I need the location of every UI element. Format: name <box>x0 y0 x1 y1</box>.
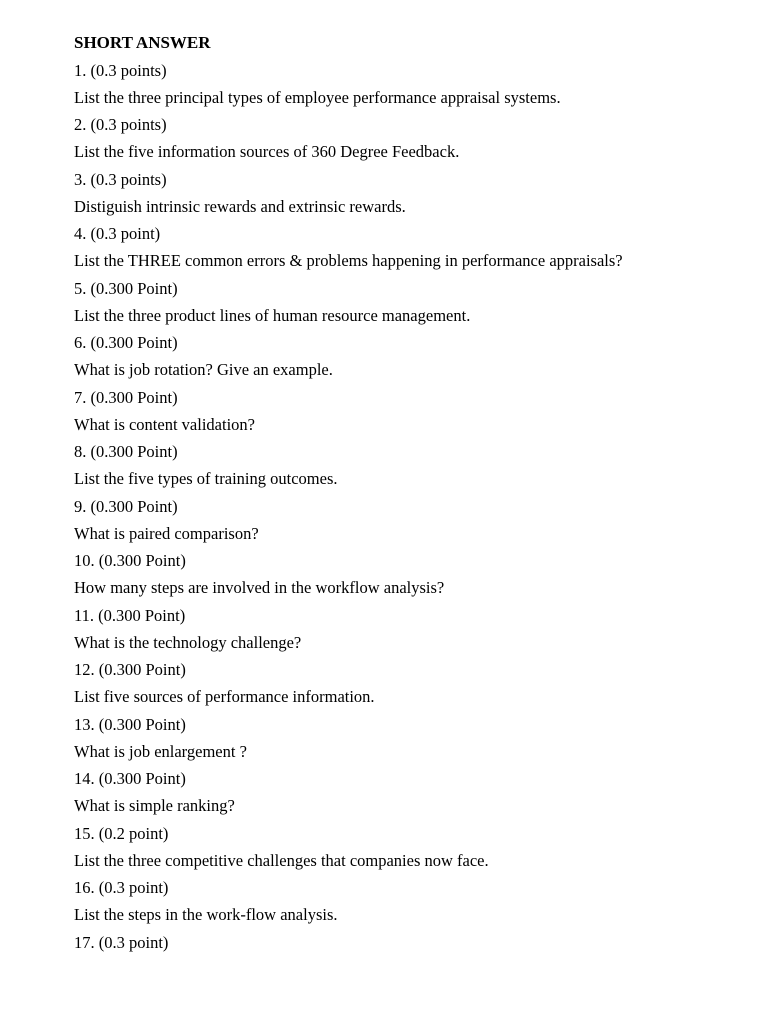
question-12 <box>74 658 734 713</box>
question-4 <box>74 222 734 277</box>
question-text: List the three competitive challenges that companies now face. <box>74 850 489 870</box>
question-text: List the THREE common errors & problems happening in performance appraisals? <box>74 251 623 271</box>
question-text: List the five types of training outcomes. <box>74 469 338 489</box>
question-9 <box>74 495 734 550</box>
question-text: What is job rotation? Give an example. <box>74 360 333 380</box>
question-17 <box>74 931 734 958</box>
question-label: 9. (0.300 Point) <box>74 496 178 516</box>
question-15 <box>74 822 734 877</box>
question-text: List the five information sources of 360 Degree Feedback. <box>74 142 460 162</box>
question-label: 3. (0.3 points) <box>74 169 167 189</box>
question-label: 11. (0.300 Point) <box>74 605 186 625</box>
question-label: 13. (0.300 Point) <box>74 714 186 734</box>
question-text: How many steps are involved in the workflow analysis? <box>74 578 445 598</box>
question-label: 14. (0.300 Point) <box>74 769 186 788</box>
question-text: List the three principal types of employee performance appraisal systems. <box>74 87 561 107</box>
section-heading: SHORT ANSWER <box>74 33 211 52</box>
question-text: What is paired comparison? <box>74 523 259 543</box>
question-text: What is the technology challenge? <box>74 632 302 652</box>
question-label: 8. (0.300 Point) <box>74 442 178 461</box>
question-list <box>74 59 734 958</box>
question-14 <box>74 767 734 822</box>
question-text: List five sources of performance information. <box>74 687 375 707</box>
question-6 <box>74 331 734 386</box>
question-10 <box>74 549 734 604</box>
question-16 <box>74 876 734 931</box>
question-label: 7. (0.300 Point) <box>74 387 178 407</box>
document-page <box>74 31 734 958</box>
question-label: 12. (0.300 Point) <box>74 660 186 679</box>
question-label: 5. (0.300 Point) <box>74 278 178 298</box>
question-13 <box>74 713 734 768</box>
question-text: List the three product lines of human resource management. <box>74 305 471 325</box>
question-label: 17. (0.3 point) <box>74 932 169 952</box>
question-text: Distiguish intrinsic rewards and extrinsic rewards. <box>74 196 406 216</box>
question-label: 10. (0.300 Point) <box>74 551 186 570</box>
question-text: What is job enlargement ? <box>74 741 247 761</box>
question-2 <box>74 113 734 168</box>
question-label: 4. (0.3 point) <box>74 224 161 243</box>
question-text: List the steps in the work-flow analysis. <box>74 905 338 925</box>
question-11 <box>74 604 734 659</box>
question-label: 6. (0.300 Point) <box>74 333 178 352</box>
question-text: What is simple ranking? <box>74 796 235 816</box>
question-label: 16. (0.3 point) <box>74 878 169 897</box>
question-8 <box>74 440 734 495</box>
question-3 <box>74 168 734 223</box>
question-1 <box>74 59 734 114</box>
question-7 <box>74 386 734 441</box>
question-5 <box>74 277 734 332</box>
question-label: 15. (0.2 point) <box>74 823 169 843</box>
question-label: 1. (0.3 points) <box>74 60 167 80</box>
question-text: What is content validation? <box>74 414 255 434</box>
question-label: 2. (0.3 points) <box>74 115 167 134</box>
